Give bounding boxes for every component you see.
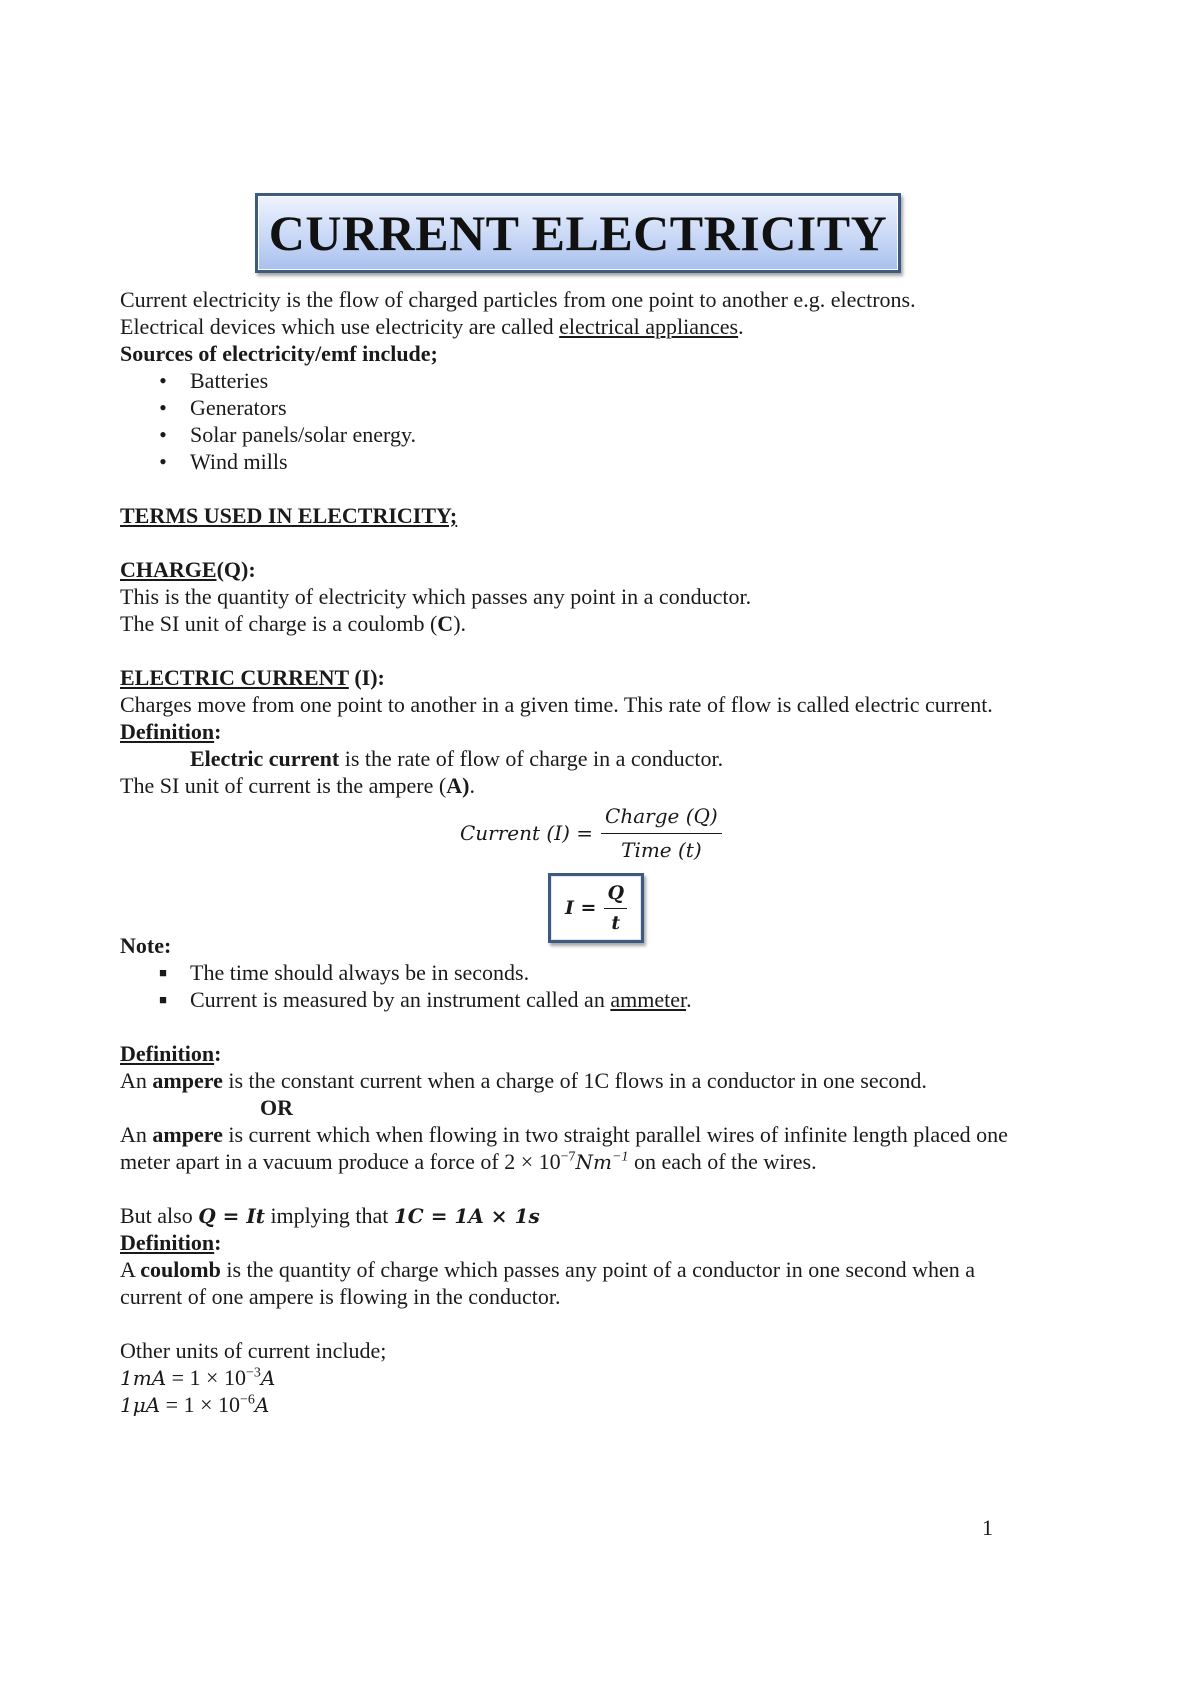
list-item: • Wind mills xyxy=(120,448,1080,475)
charge-heading: CHARGE(Q): xyxy=(120,557,256,582)
current-heading: ELECTRIC CURRENT (I): xyxy=(120,665,385,690)
boxed-formula xyxy=(548,873,644,943)
current-formula xyxy=(120,799,1080,869)
charge-line-1: This is the quantity of electricity which passes any point in a conductor. xyxy=(120,584,752,609)
unit-milliampere: $1mA = 1 \times 10^{-3}A$ xyxy=(120,1365,276,1390)
electrical-appliances-term: electrical appliances xyxy=(559,314,739,339)
other-units-heading: Other units of current include; xyxy=(120,1338,387,1363)
sources-list xyxy=(120,367,1080,475)
bullet-icon: • xyxy=(159,422,167,447)
formula-lhs: Current (I) = xyxy=(460,821,594,845)
square-bullet-icon: ■ xyxy=(159,965,167,980)
sources-heading: Sources of electricity/emf include; xyxy=(120,341,438,366)
terms-heading: TERMS USED IN ELECTRICITY; xyxy=(120,503,458,528)
ampere-definition-3: meter apart in a vacuum produce a force of $2 \times 10^{-7}Nm^{-1}$ on each of the wires. xyxy=(120,1149,817,1174)
boxed-formula-denominator: t xyxy=(611,911,621,934)
boxed-formula-lhs: I = xyxy=(565,896,597,919)
current-definition: Electric current is the rate of flow of charge in a conductor. xyxy=(190,746,724,771)
formula-numerator: Charge (Q) xyxy=(601,803,722,834)
bullet-icon: • xyxy=(159,368,167,393)
list-item: • Generators xyxy=(120,394,1080,421)
bullet-icon: • xyxy=(159,395,167,420)
definition-label: Definition: xyxy=(120,719,222,744)
current-line-1: Charges move from one point to another in a given time. This rate of flow is called electric current. xyxy=(120,692,993,717)
content xyxy=(120,286,1080,1418)
or-label: OR xyxy=(260,1095,293,1120)
bullet-icon: • xyxy=(159,449,167,474)
note-heading: Note: xyxy=(120,933,172,958)
charge-relation-line: But also Q = It implying that 1C = 1A × 1s xyxy=(120,1203,540,1228)
page-title: CURRENT ELECTRICITY xyxy=(268,204,888,261)
formula-denominator: Time (t) xyxy=(621,838,702,862)
coulomb-definition-2: current of one ampere is flowing in the conductor. xyxy=(120,1284,561,1309)
charge-line-2: The SI unit of charge is a coulomb (C). xyxy=(120,611,467,636)
square-bullet-icon: ■ xyxy=(159,992,167,1007)
title-box xyxy=(255,193,901,273)
list-item: ■ The time should always be in seconds. xyxy=(120,959,1080,986)
intro-line-2-text: Electrical devices which use electricity are called xyxy=(120,314,560,339)
boxed-formula-numerator: Q xyxy=(604,880,627,909)
coulomb-definition-1: A coulomb is the quantity of charge which passes any point of a conductor in one second when a xyxy=(120,1257,975,1282)
list-item: ■ Current is measured by an instrument called an ammeter. xyxy=(120,986,1080,1013)
ampere-definition-1: An ampere is the constant current when a charge of 1C flows in a conductor in one second. xyxy=(120,1068,927,1093)
note-list xyxy=(120,959,1080,1013)
ampere-definition-label: Definition: xyxy=(120,1041,222,1066)
current-unit-line: The SI unit of current is the ampere (A). xyxy=(120,773,475,798)
intro-line-1: Current electricity is the flow of charged particles from one point to another e.g. electrons. xyxy=(120,287,916,312)
page-number: 1 xyxy=(982,1515,993,1540)
ammeter-term: ammeter xyxy=(610,987,687,1012)
formula-fraction xyxy=(601,803,722,864)
boxed-formula-fraction xyxy=(604,880,627,937)
intro-line-2-end: . xyxy=(738,314,744,339)
list-item: • Batteries xyxy=(120,367,1080,394)
list-item: • Solar panels/solar energy. xyxy=(120,421,1080,448)
intro-line-2 xyxy=(120,313,1080,340)
unit-microampere: $1\mu A = 1 \times 10^{-6}A$ xyxy=(120,1392,270,1417)
coulomb-definition-label: Definition: xyxy=(120,1230,222,1255)
ampere-definition-2: An ampere is current which when flowing in two straight parallel wires of infinite length placed one xyxy=(120,1122,1008,1147)
boxed-formula-row xyxy=(120,869,1080,949)
